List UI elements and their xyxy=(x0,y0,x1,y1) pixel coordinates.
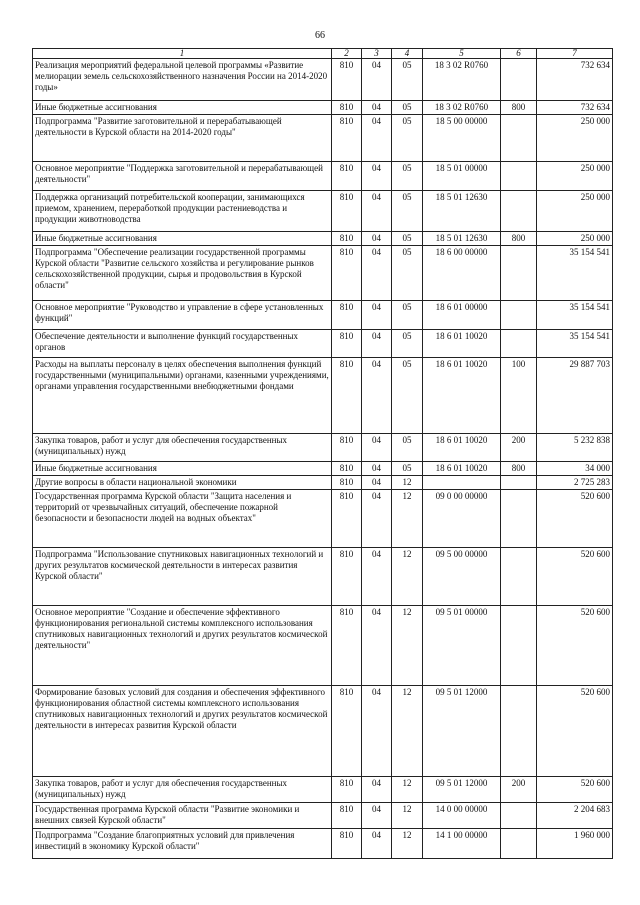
subsection-code: 05 xyxy=(392,434,423,462)
subsection-code: 05 xyxy=(392,101,423,115)
row-name: Иные бюджетные ассигнования xyxy=(33,232,332,246)
subsection-code: 05 xyxy=(392,115,423,162)
section-code: 04 xyxy=(362,232,392,246)
expense-type-code xyxy=(501,548,537,606)
target-article-code: 18 5 01 00000 xyxy=(423,162,501,191)
subsection-code: 05 xyxy=(392,191,423,232)
section-code: 04 xyxy=(362,301,392,330)
table-row xyxy=(33,829,613,859)
grbs-code: 810 xyxy=(332,777,362,803)
target-article-code: 18 5 01 12630 xyxy=(423,232,501,246)
expense-type-code xyxy=(501,606,537,686)
table-row xyxy=(33,490,613,548)
expense-type-code: 800 xyxy=(501,462,537,476)
section-code: 04 xyxy=(362,462,392,476)
section-code: 04 xyxy=(362,358,392,434)
header-cell: 1 xyxy=(33,49,332,59)
amount: 520 600 xyxy=(537,548,613,606)
row-name: Реализация мероприятий федеральной целевой программы «Развитие мелиорации земель сельскохозяйственного назначения России на 2014-2020 годы» xyxy=(33,59,332,101)
table-row xyxy=(33,232,613,246)
expense-type-code xyxy=(501,246,537,301)
amount: 35 154 541 xyxy=(537,246,613,301)
row-name: Расходы на выплаты персоналу в целях обеспечения выполнения функций государственными (муниципальными) органами, казенными учреждениями, органами управления государственными внебюджетными фондами xyxy=(33,358,332,434)
table-row xyxy=(33,803,613,829)
grbs-code: 810 xyxy=(332,476,362,490)
table-row xyxy=(33,59,613,101)
expense-type-code: 200 xyxy=(501,434,537,462)
table-row xyxy=(33,330,613,358)
section-code: 04 xyxy=(362,246,392,301)
grbs-code: 810 xyxy=(332,358,362,434)
grbs-code: 810 xyxy=(332,686,362,777)
header-cell: 2 xyxy=(332,49,362,59)
target-article-code: 09 5 01 12000 xyxy=(423,777,501,803)
table-row xyxy=(33,358,613,434)
header-row xyxy=(33,49,613,59)
section-code: 04 xyxy=(362,191,392,232)
section-code: 04 xyxy=(362,777,392,803)
row-name: Другие вопросы в области национальной экономики xyxy=(33,476,332,490)
target-article-code: 18 6 01 10020 xyxy=(423,358,501,434)
expense-type-code: 800 xyxy=(501,232,537,246)
target-article-code: 18 5 01 12630 xyxy=(423,191,501,232)
section-code: 04 xyxy=(362,330,392,358)
row-name: Подпрограмма "Развитие заготовительной и перерабатывающей деятельности в Курской области на 2014-2020 годы" xyxy=(33,115,332,162)
subsection-code: 05 xyxy=(392,232,423,246)
section-code: 04 xyxy=(362,686,392,777)
expense-type-code xyxy=(501,803,537,829)
row-name: Формирование базовых условий для создания и обеспечения эффективного функционирования областной системы комплексного использования спутниковых навигационных технологий и других результатов космической деятельности в интересах развития Курской области xyxy=(33,686,332,777)
subsection-code: 12 xyxy=(392,476,423,490)
amount: 520 600 xyxy=(537,606,613,686)
header-cell: 4 xyxy=(392,49,423,59)
row-name: Основное мероприятие "Создание и обеспечение эффективного функционирования региональной системы комплексного использования спутниковых навигационных технологий и других результатов космической деятельности" xyxy=(33,606,332,686)
expense-type-code xyxy=(501,115,537,162)
row-name: Закупка товаров, работ и услуг для обеспечения государственных (муниципальных) нужд xyxy=(33,777,332,803)
section-code: 04 xyxy=(362,101,392,115)
grbs-code: 810 xyxy=(332,490,362,548)
expense-type-code xyxy=(501,191,537,232)
budget-table xyxy=(32,48,613,859)
target-article-code xyxy=(423,476,501,490)
expense-type-code: 200 xyxy=(501,777,537,803)
grbs-code: 810 xyxy=(332,301,362,330)
section-code: 04 xyxy=(362,548,392,606)
expense-type-code xyxy=(501,686,537,777)
section-code: 04 xyxy=(362,115,392,162)
row-name: Государственная программа Курской области "Защита населения и территорий от чрезвычайных ситуаций, обеспечение пожарной безопасности и безопасности людей на водных объектах" xyxy=(33,490,332,548)
row-name: Подпрограмма "Использование спутниковых навигационных технологий и других результатов космической деятельности в интересах развития Курской области" xyxy=(33,548,332,606)
header-cell: 5 xyxy=(423,49,501,59)
target-article-code: 18 5 00 00000 xyxy=(423,115,501,162)
amount: 250 000 xyxy=(537,162,613,191)
expense-type-code xyxy=(501,59,537,101)
grbs-code: 810 xyxy=(332,803,362,829)
amount: 520 600 xyxy=(537,490,613,548)
target-article-code: 09 5 01 12000 xyxy=(423,686,501,777)
target-article-code: 09 0 00 00000 xyxy=(423,490,501,548)
row-name: Подпрограмма "Создание благоприятных условий для привлечения инвестиций в экономику Курской области" xyxy=(33,829,332,859)
page-number: 66 xyxy=(315,30,325,41)
row-name: Иные бюджетные ассигнования xyxy=(33,462,332,476)
subsection-code: 05 xyxy=(392,162,423,191)
expense-type-code xyxy=(501,330,537,358)
amount: 250 000 xyxy=(537,191,613,232)
subsection-code: 12 xyxy=(392,490,423,548)
target-article-code: 18 3 02 R0760 xyxy=(423,59,501,101)
subsection-code: 12 xyxy=(392,803,423,829)
row-name: Иные бюджетные ассигнования xyxy=(33,101,332,115)
row-name: Основное мероприятие "Руководство и управление в сфере установленных функций" xyxy=(33,301,332,330)
amount: 34 000 xyxy=(537,462,613,476)
grbs-code: 810 xyxy=(332,115,362,162)
table-row xyxy=(33,101,613,115)
target-article-code: 14 1 00 00000 xyxy=(423,829,501,859)
amount: 520 600 xyxy=(537,686,613,777)
grbs-code: 810 xyxy=(332,191,362,232)
amount: 2 725 283 xyxy=(537,476,613,490)
header-cell: 3 xyxy=(362,49,392,59)
subsection-code: 12 xyxy=(392,829,423,859)
expense-type-code xyxy=(501,162,537,191)
table-row xyxy=(33,548,613,606)
subsection-code: 12 xyxy=(392,548,423,606)
subsection-code: 12 xyxy=(392,606,423,686)
subsection-code: 05 xyxy=(392,301,423,330)
amount: 250 000 xyxy=(537,115,613,162)
grbs-code: 810 xyxy=(332,829,362,859)
row-name: Подпрограмма "Обеспечение реализации государственной программы Курской области "Развитие сельского хозяйства и регулирование рынков сельскохозяйственной продукции, сырья и продовольствия в Курской области" xyxy=(33,246,332,301)
grbs-code: 810 xyxy=(332,330,362,358)
table-row xyxy=(33,434,613,462)
table-row xyxy=(33,246,613,301)
amount: 35 154 541 xyxy=(537,330,613,358)
table-row xyxy=(33,191,613,232)
grbs-code: 810 xyxy=(332,462,362,476)
table-row xyxy=(33,777,613,803)
grbs-code: 810 xyxy=(332,59,362,101)
target-article-code: 18 3 02 R0760 xyxy=(423,101,501,115)
target-article-code: 09 5 00 00000 xyxy=(423,548,501,606)
section-code: 04 xyxy=(362,829,392,859)
grbs-code: 810 xyxy=(332,434,362,462)
subsection-code: 05 xyxy=(392,246,423,301)
header-cell: 6 xyxy=(501,49,537,59)
amount: 1 960 000 xyxy=(537,829,613,859)
table-row xyxy=(33,476,613,490)
grbs-code: 810 xyxy=(332,548,362,606)
amount: 2 204 683 xyxy=(537,803,613,829)
subsection-code: 12 xyxy=(392,777,423,803)
row-name: Государственная программа Курской области "Развитие экономики и внешних связей Курской области" xyxy=(33,803,332,829)
table-row xyxy=(33,115,613,162)
amount: 35 154 541 xyxy=(537,301,613,330)
expense-type-code xyxy=(501,301,537,330)
row-name: Поддержка организаций потребительской кооперации, занимающихся приемом, хранением, переработкой продукции растениеводства и продукции животноводства xyxy=(33,191,332,232)
amount: 520 600 xyxy=(537,777,613,803)
table-row xyxy=(33,162,613,191)
target-article-code: 18 6 01 10020 xyxy=(423,434,501,462)
expense-type-code: 100 xyxy=(501,358,537,434)
row-name: Основное мероприятие "Поддержка заготовительной и перерабатывающей деятельности" xyxy=(33,162,332,191)
subsection-code: 05 xyxy=(392,59,423,101)
grbs-code: 810 xyxy=(332,606,362,686)
expense-type-code: 800 xyxy=(501,101,537,115)
table-row xyxy=(33,686,613,777)
header-cell: 7 xyxy=(537,49,613,59)
amount: 29 887 703 xyxy=(537,358,613,434)
expense-type-code xyxy=(501,490,537,548)
grbs-code: 810 xyxy=(332,101,362,115)
section-code: 04 xyxy=(362,803,392,829)
target-article-code: 09 5 01 00000 xyxy=(423,606,501,686)
table-row xyxy=(33,606,613,686)
table-row xyxy=(33,462,613,476)
amount: 732 634 xyxy=(537,101,613,115)
subsection-code: 05 xyxy=(392,330,423,358)
grbs-code: 810 xyxy=(332,162,362,191)
grbs-code: 810 xyxy=(332,246,362,301)
expense-type-code xyxy=(501,476,537,490)
target-article-code: 18 6 01 00000 xyxy=(423,301,501,330)
row-name: Обеспечение деятельности и выполнение функций государственных органов xyxy=(33,330,332,358)
grbs-code: 810 xyxy=(332,232,362,246)
amount: 5 232 838 xyxy=(537,434,613,462)
amount: 250 000 xyxy=(537,232,613,246)
section-code: 04 xyxy=(362,476,392,490)
section-code: 04 xyxy=(362,490,392,548)
section-code: 04 xyxy=(362,59,392,101)
table-row xyxy=(33,301,613,330)
subsection-code: 05 xyxy=(392,358,423,434)
target-article-code: 18 6 01 10020 xyxy=(423,462,501,476)
row-name: Закупка товаров, работ и услуг для обеспечения государственных (муниципальных) нужд xyxy=(33,434,332,462)
expense-type-code xyxy=(501,829,537,859)
amount: 732 634 xyxy=(537,59,613,101)
target-article-code: 18 6 01 10020 xyxy=(423,330,501,358)
subsection-code: 12 xyxy=(392,686,423,777)
target-article-code: 14 0 00 00000 xyxy=(423,803,501,829)
section-code: 04 xyxy=(362,162,392,191)
target-article-code: 18 6 00 00000 xyxy=(423,246,501,301)
section-code: 04 xyxy=(362,606,392,686)
section-code: 04 xyxy=(362,434,392,462)
subsection-code: 05 xyxy=(392,462,423,476)
